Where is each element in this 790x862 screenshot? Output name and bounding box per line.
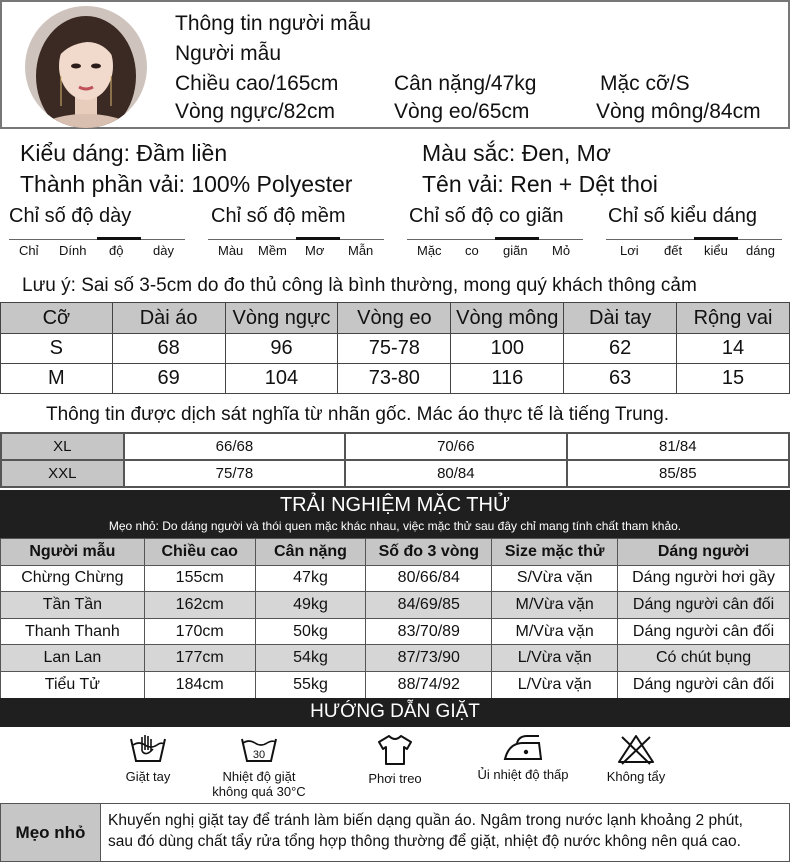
table-cell: Chừng Chừng — [1, 565, 145, 592]
softness-scale — [208, 237, 384, 261]
scale-selected-mark — [495, 237, 539, 240]
table-cell: 50kg — [255, 618, 366, 645]
no-bleach-icon — [616, 733, 656, 765]
header-cell: Cỡ — [1, 303, 113, 334]
tryon-table — [0, 538, 790, 699]
table-cell: 49kg — [255, 592, 366, 619]
scale-selected-mark — [694, 237, 738, 240]
care-label: Ủi nhiệt độ thấp — [477, 767, 569, 782]
table-cell: M — [1, 364, 113, 394]
care-label: Giặt tay — [125, 769, 171, 784]
table-cell: 85/85 — [567, 460, 789, 487]
scale-label: co — [465, 243, 479, 258]
table-cell: Dáng người cân đối — [618, 592, 790, 619]
care-label: Phơi treo — [368, 771, 422, 786]
tryon-subtitle: Mẹo nhỏ: Do dáng người và thói quen mặc khác nhau, việc mặc thử sau đây chỉ mang tính chất tham khảo. — [108, 519, 682, 533]
stretch-scale — [407, 237, 583, 261]
table-cell: 15 — [677, 364, 790, 394]
header-cell: Dáng người — [618, 539, 790, 566]
table-cell: Có chút bụng — [618, 645, 790, 672]
model-avatar — [25, 6, 147, 128]
table-cell: 87/73/90 — [366, 645, 492, 672]
care-item-hand-wash — [108, 733, 188, 784]
table-row — [1, 645, 790, 672]
table-cell: M/Vừa vặn — [492, 618, 618, 645]
model-size: Mặc cỡ/S — [600, 72, 690, 95]
size-table — [0, 302, 790, 394]
tryon-table-header — [1, 539, 790, 566]
table-cell: 155cm — [144, 565, 255, 592]
tip-label: Mẹo nhỏ — [1, 804, 101, 861]
care-label-line2: không quá 30°C — [212, 784, 306, 799]
table-cell: 177cm — [144, 645, 255, 672]
care-label: Không tẩy — [606, 769, 666, 784]
wash-temp-text: 30 — [252, 749, 266, 761]
scale-label: dáng — [746, 243, 775, 258]
table-cell: 69 — [112, 364, 225, 394]
table-cell: S/Vừa vặn — [492, 565, 618, 592]
hang-dry-icon — [375, 733, 415, 767]
table-cell: Dáng người cân đối — [618, 671, 790, 698]
table-cell: 14 — [677, 334, 790, 364]
iron-low-icon — [501, 733, 545, 763]
header-cell: Rộng vai — [677, 303, 790, 334]
table-row — [1, 364, 790, 394]
hand-wash-icon — [128, 733, 168, 765]
size-table-header — [1, 303, 790, 334]
table-cell: S — [1, 334, 113, 364]
scale-label: giãn — [503, 243, 528, 258]
table-cell: 116 — [451, 364, 564, 394]
care-item-wash-30 — [200, 733, 318, 799]
tip-box — [0, 803, 790, 862]
index-title-softness: Chỉ số độ mềm — [211, 205, 346, 227]
care-item-no-bleach — [596, 733, 676, 784]
header-cell: Người mẫu — [1, 539, 145, 566]
header-cell: Vòng mông — [451, 303, 564, 334]
fit-scale — [606, 237, 782, 261]
table-cell: 47kg — [255, 565, 366, 592]
header-cell: Dài tay — [564, 303, 677, 334]
model-waist: Vòng eo/65cm — [394, 100, 530, 123]
table-cell: 75-78 — [338, 334, 451, 364]
table-row — [1, 671, 790, 698]
table-cell: 83/70/89 — [366, 618, 492, 645]
model-height: Chiều cao/165cm — [175, 72, 339, 95]
table-cell: L/Vừa vặn — [492, 671, 618, 698]
scale-label: đết — [664, 243, 683, 258]
table-cell: Tiểu Tử — [1, 671, 145, 698]
table-cell: Thanh Thanh — [1, 618, 145, 645]
scale-label: Mặc — [417, 243, 442, 258]
scale-label: kiểu — [704, 243, 728, 258]
index-title-stretch: Chỉ số độ co giãn — [409, 205, 564, 227]
tip-text-line1: Khuyến nghị giặt tay để tránh làm biến dạng quần áo. Ngâm trong nước lạnh khoảng 2 phút, — [108, 812, 743, 829]
table-row — [1, 618, 790, 645]
table-cell: XL — [1, 433, 124, 460]
table-row — [1, 433, 789, 460]
scale-label: dày — [153, 243, 174, 258]
scale-label: Mềm — [258, 243, 287, 258]
thickness-scale — [9, 237, 185, 261]
model-info-box — [0, 0, 790, 129]
table-cell: 54kg — [255, 645, 366, 672]
extra-size-table — [0, 432, 790, 488]
scale-selected-mark — [296, 237, 340, 240]
product-fabric: Thành phần vải: 100% Polyester — [20, 171, 353, 197]
table-cell: 73-80 — [338, 364, 451, 394]
care-item-hang-dry — [352, 733, 438, 786]
wash-guide-header: HƯỚNG DẪN GIẶT — [0, 698, 790, 727]
scale-label: Mơ — [305, 243, 325, 258]
header-cell: Vòng eo — [338, 303, 451, 334]
scale-label: Dính — [59, 243, 87, 258]
table-cell: 170cm — [144, 618, 255, 645]
table-cell: 70/66 — [345, 433, 566, 460]
measurement-note: Lưu ý: Sai số 3-5cm do đo thủ công là bình thường, mong quý khách thông cảm — [22, 275, 697, 296]
table-cell: 184cm — [144, 671, 255, 698]
table-cell: Lan Lan — [1, 645, 145, 672]
scale-label: Màu — [218, 243, 244, 258]
model-bust: Vòng ngực/82cm — [175, 100, 335, 123]
model-weight: Cân nặng/47kg — [394, 72, 537, 95]
tryon-header — [0, 490, 790, 538]
model-title: Thông tin người mẫu — [175, 12, 371, 35]
table-cell: 75/78 — [124, 460, 345, 487]
header-cell: Vòng ngực — [225, 303, 338, 334]
scale-selected-mark — [97, 237, 141, 240]
care-item-iron-low — [464, 733, 582, 782]
model-hip: Vòng mông/84cm — [596, 100, 761, 123]
table-cell: L/Vừa vặn — [492, 645, 618, 672]
tip-text-line2: sau đó dùng chất tẩy rửa tổng hợp thông thường để giặt, nhiệt độ nước không nên quá cao. — [108, 833, 741, 850]
table-cell: 62 — [564, 334, 677, 364]
tip-text — [108, 810, 788, 852]
table-cell: 162cm — [144, 592, 255, 619]
scale-label: Mẫn — [348, 243, 374, 258]
care-label: Nhiệt độ giặt — [222, 769, 296, 784]
table-cell: 63 — [564, 364, 677, 394]
scale-label: Lơi — [620, 243, 639, 258]
table-cell: 84/69/85 — [366, 592, 492, 619]
table-cell: 100 — [451, 334, 564, 364]
table-row — [1, 334, 790, 364]
table-cell: 96 — [225, 334, 338, 364]
index-title-fit: Chỉ số kiểu dáng — [608, 205, 757, 227]
model-subtitle: Người mẫu — [175, 42, 282, 65]
table-cell: 80/66/84 — [366, 565, 492, 592]
table-cell: Tần Tần — [1, 592, 145, 619]
scale-label: Chỉ — [19, 243, 39, 258]
table-row — [1, 592, 790, 619]
header-cell: Chiều cao — [144, 539, 255, 566]
product-style: Kiểu dáng: Đầm liền — [20, 140, 228, 166]
table-cell: 80/84 — [345, 460, 566, 487]
translation-note: Thông tin được dịch sát nghĩa từ nhãn gốc. Mác áo thực tế là tiếng Trung. — [46, 404, 670, 425]
tryon-title: TRẢI NGHIỆM MẶC THỬ — [279, 494, 511, 516]
table-row — [1, 565, 790, 592]
table-cell: 66/68 — [124, 433, 345, 460]
table-row — [1, 460, 789, 487]
index-title-thickness: Chỉ số độ dày — [9, 205, 132, 227]
scale-label: độ — [109, 243, 124, 258]
header-cell: Dài áo — [112, 303, 225, 334]
product-color: Màu sắc: Đen, Mơ — [422, 140, 611, 166]
wash-30-icon — [239, 733, 279, 765]
table-cell: Dáng người hơi gầy — [618, 565, 790, 592]
header-cell: Cân nặng — [255, 539, 366, 566]
table-cell: 88/74/92 — [366, 671, 492, 698]
table-cell: 104 — [225, 364, 338, 394]
table-cell: 81/84 — [567, 433, 789, 460]
table-cell: 55kg — [255, 671, 366, 698]
table-cell: M/Vừa vặn — [492, 592, 618, 619]
table-cell: XXL — [1, 460, 124, 487]
header-cell: Số đo 3 vòng — [366, 539, 492, 566]
header-cell: Size mặc thử — [492, 539, 618, 566]
table-cell: Dáng người cân đối — [618, 618, 790, 645]
scale-label: Mỏ — [552, 243, 571, 258]
product-fabric-name: Tên vải: Ren + Dệt thoi — [422, 171, 658, 197]
table-cell: 68 — [112, 334, 225, 364]
